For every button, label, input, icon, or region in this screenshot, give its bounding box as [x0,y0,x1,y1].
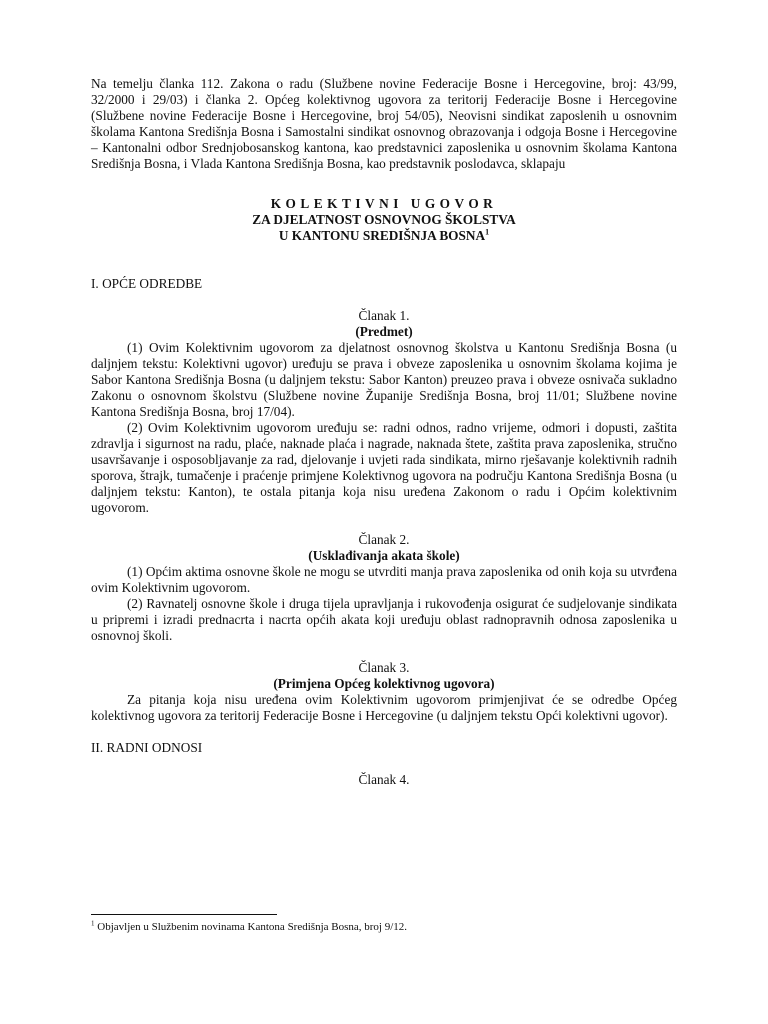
article-1-heading: Članak 1. [358,308,410,323]
title-line-1: KOLEKTIVNI UGOVOR [270,196,498,211]
title-line-2: ZA DJELATNOST OSNOVNOG ŠKOLSTVA [252,212,516,227]
article-3-subtitle: (Primjena Općeg kolektivnog ugovora) [273,676,495,691]
article-3-heading: Članak 3. [358,660,410,675]
article-2-paragraph-2: (2) Ravnatelj osnovne škole i druga tijela upravljanja i rukovođenja osigurat će sudjelovanje sindikata u pripremi i izradi prednacrta i nacrta općih akata koji uređuju oblast radnopravnih odnosa zaposlenika u osnovnoj školi. [91,596,677,643]
title-line-3 [91,228,677,244]
article-2-subtitle: (Usklađivanja akata škole) [308,548,460,563]
footnote-separator [91,914,277,915]
article-2-paragraph-1: (1) Općim aktima osnovne škole ne mogu se utvrditi manja prava zaposlenika od onih koja su utvrđena ovim Kolektivnim ugovorom. [91,564,677,595]
article-1-subtitle: (Predmet) [355,324,413,339]
section-heading-2: II. RADNI ODNOSI [91,740,203,755]
title-line-3-text: U KANTONU SREDIŠNJA BOSNA [278,228,486,243]
article-4-heading: Članak 4. [358,772,410,787]
article-2-heading: Članak 2. [358,532,410,547]
preamble: Na temelju članka 112. Zakona o radu (Službene novine Federacije Bosne i Hercegovine, broj: 43/99, 32/2000 i 29/03) i članka 2. Općeg kolektivnog ugovora za teritorij Federacije Bosne i Hercegovine (Službene novine Federacije Bosne i Hercegovine, broj 54/05), Neovisni sindikat zaposlenih u osnovnim školama Kantona Središnja Bosna i Samostalni sindikat osnovnog obrazovanja i odgoja Bosne i Hercegovine – Kantonalni odbor Srednjobosanskog kantona, kao predstavnici zaposlenika u osnovnim školama Kantona Središnja Bosna, i Vlada Kantona Središnja Bosna, kao predstavnik poslodavca, sklapaju [91,76,677,171]
footnote-text: Objavljen u Službenim novinama Kantona Središnja Bosna, broj 9/12. [97,921,408,933]
footnote-mark: 1 [91,919,95,928]
footnote-reference[interactable]: 1 [485,227,490,237]
article-1-paragraph-2: (2) Ovim Kolektivnim ugovorom uređuju se: radni odnos, radno vrijeme, odmori i dopusti, zaštita zdravlja i sigurnost na radu, plaće, naknade plaća i nagrade, naknada štete, zaštita prava zaposlenika, stručno usavršavanje i osposobljavanje za rad, djelovanje i uvjeti rada sindikata, mirno rješavanje kolektivnih radnih sporova, štrajk, tumačenje i praćenje primjene Kolektivnog ugovora na području Kantona Središnja Bosna (u daljnjem tekstu: Kanton), te ostala pitanja koja nisu uređena Zakonom o radu i Općim kolektivnim ugovorom. [91,420,677,515]
article-1-paragraph-1: (1) Ovim Kolektivnim ugovorom za djelatnost osnovnog školstva u Kantonu Središnja Bosna (u daljnjem tekstu: Kolektivni ugovor) uređuju se prava i obveze zaposlenika u osnovnim školama kojima je Sabor Kantona Središnja Bosna (u daljnjem tekstu: Sabor Kanton) preuzeo prava i obveze osnivača sukladno Zakonu o osnovnom školstvu (Službene novine Županije Središnja Bosna, broj 11/01; Službene novine Kantona Središnja Bosna, broj 17/04). [91,340,677,419]
section-heading-1: I. OPĆE ODREDBE [91,276,203,291]
document-body [91,76,677,788]
article-3-paragraph-1: Za pitanja koja nisu uređena ovim Kolektivnim ugovorom primjenjivat će se odredbe Općeg kolektivnog ugovora za teritorij Federacije Bosne i Hercegovine (u daljnjem tekstu Opći kolektivni ugovor). [91,692,677,723]
footnote [91,921,407,934]
